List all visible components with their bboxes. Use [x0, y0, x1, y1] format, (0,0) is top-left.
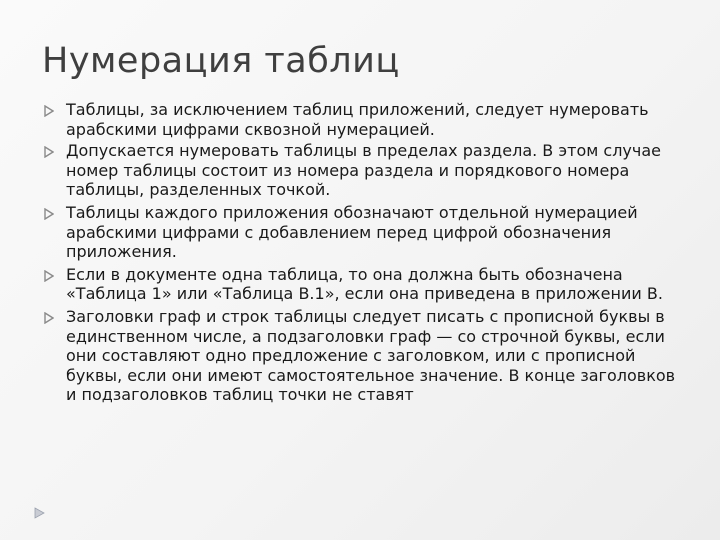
bullet-text: Заголовки граф и строк таблицы следует писать с прописной буквы в единственном числе, а подзаголовки граф — со строчной буквы, если они составляют одно предложение с заголовком, или с прописной буквы, если они имеют самостоятельное значение. В конце заголовков и подзаголовков таблиц точки не ставят [66, 306, 676, 405]
triangle-right-outline-icon [44, 146, 54, 158]
triangle-right-outline-icon [44, 270, 54, 282]
triangle-right-outline-icon [44, 312, 54, 324]
bullet-text: Таблицы, за исключением таблиц приложений, следует нумеровать арабскими цифрами сквозной нумерацией. [66, 100, 649, 139]
bullet-item [44, 141, 684, 200]
bullet-item [44, 203, 684, 262]
triangle-right-outline-icon [44, 105, 54, 117]
bullet-item [44, 100, 684, 139]
bullet-text: Допускается нумеровать таблицы в пределах раздела. В этом случае номер таблицы состоит из номера раздела и порядкового номера таблицы, разделенных точкой. [66, 141, 661, 200]
bullet-list [44, 100, 684, 405]
slide-title: Нумерация таблиц [42, 41, 400, 81]
bullet-text: Если в документе одна таблица, то она должна быть обозначена «Таблица 1» или «Таблица В.1», если она приведена в приложении В. [66, 264, 663, 304]
bullet-text: Таблицы каждого приложения обозначают отдельной нумерацией арабскими цифрами с добавлением перед цифрой обозначения приложения. [66, 202, 638, 262]
bullet-item [44, 307, 684, 405]
triangle-right-outline-icon [44, 208, 54, 220]
bullet-item [44, 265, 684, 304]
slide-nav-arrow-icon[interactable] [32, 506, 46, 520]
